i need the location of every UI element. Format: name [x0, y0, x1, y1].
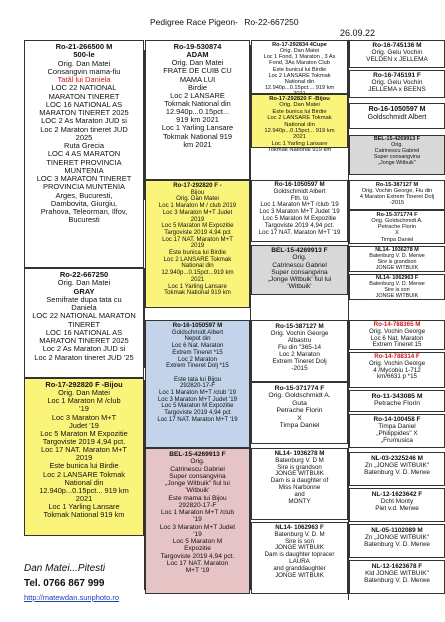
pedigree-line: Loc 2 LANSARE Tokmak [267, 115, 332, 122]
pedigree-line: Loc 6 Nat. Maraton [370, 334, 424, 342]
pedigree-line: 12.940p...0.15pct.... 919 km [264, 84, 335, 91]
pedigree-line: LOC 22 NATIONAL [51, 83, 117, 93]
pedigree-line: LOC 2 As Maraton JUD si [41, 116, 127, 126]
pedigree-line: Catrinescu Gabriel [170, 465, 225, 473]
pedigree-line: 'Witbuik' [185, 487, 210, 495]
pedigree-line: M+T '19 [185, 567, 210, 574]
pedigree-line: Ro-15-387127 M [275, 323, 324, 330]
pedigree-line: TINERET [67, 319, 101, 329]
ssd-card [251, 94, 348, 153]
dsd-card [251, 382, 348, 444]
breeder-name: Dan Matei...Pitesti [24, 563, 106, 574]
pedigree-line: Loc 1 Yarling Lansare [168, 282, 227, 290]
pedigree-line: 919 km 2021 [176, 115, 219, 125]
pedigree-line: TINERET PROVINCIA [46, 157, 122, 167]
dam-dam2-card [145, 448, 250, 594]
pedigree-date: 26.09.22 [340, 28, 376, 38]
pedigree-line: Loc 17 NAT. Maraton M+T '19 [258, 228, 341, 236]
sss-card [251, 40, 348, 94]
dss-card [251, 320, 348, 382]
pedigree-line: LOC 16 NATIONAL AS [45, 99, 123, 109]
pedigree-line: NL14- 1062963 F [375, 275, 419, 281]
pedigree-line: Ro-17-292820 F - [173, 182, 222, 189]
pedigree-line: Extrem Tineret 15 [372, 341, 422, 349]
pedigree-line: Loc 3 Maraton M+T Judet [162, 208, 233, 216]
g4-card [349, 135, 445, 175]
pedigree-line: Ro-17-292820 F -Bijou [45, 380, 123, 389]
pedigree-line: Loc 3 Maraton M+T [51, 412, 117, 422]
pedigree-line: Consangvin mama-fiu [47, 66, 121, 76]
pedigree-line: Tokmak National 919 km [267, 147, 332, 153]
pedigree-line: Ro-11-343085 M [371, 393, 423, 400]
pedigree-line: Este mama lui Bijou [168, 494, 227, 502]
pedigree-line: Loc 3 Maraton M+T Judet '19 [157, 395, 238, 403]
pedigree-line: Loc 3 Maraton M+T Judet '19 [259, 208, 340, 216]
pedigree-line: Ro-19-530874 [173, 42, 222, 51]
pedigree-line: Ro-17-292820 F -Bijou [269, 96, 330, 102]
pedigree-line: JELLEMA x BEENS [368, 86, 426, 94]
pedigree-line: Semifrate dupa tata cu [46, 294, 122, 304]
pedigree-line: Bijou [190, 188, 205, 196]
pedigree-line: NL14- 1062963 F [275, 524, 324, 531]
pedigree-line: Expozitie [184, 545, 211, 553]
pedigree-line: Extrem Tineret *15 [172, 348, 223, 356]
pedigree-line: 2021 [293, 134, 306, 141]
pedigree-line: Sire is son [384, 286, 410, 293]
pedigree-line: 12.940p...0.15pct... [165, 107, 230, 117]
pedigree-line: Orig. Gelu Vochin [371, 79, 423, 87]
pedigree-line: Loc 1 Yarling Lansare [161, 123, 234, 133]
pedigree-line: BEL-15-4269913 F [271, 247, 328, 254]
pedigree-line: Petrache Florin [276, 407, 323, 415]
g2-card [349, 70, 445, 98]
pedigree-line: 'Witbuik' [287, 283, 312, 291]
pedigree-line: -2015 [291, 365, 308, 373]
pedigree-line: LAURA [289, 558, 310, 566]
pedigree-line: Ro-16-1050597 M [274, 181, 325, 188]
pedigree-line: Orig. Goldschmidt A. [371, 218, 423, 225]
pedigree-line: Fiu din "365-14 [277, 344, 322, 352]
pedigree-line: Catrinescu Gabriel [374, 147, 420, 154]
pedigree-line: JONGE WITBUIK [375, 264, 419, 271]
pedigree-line: National din [284, 121, 315, 128]
pedigree-line: Ro-16-745191 F [373, 72, 421, 79]
pedigree-line: Este bunica lui Birdie [169, 249, 226, 257]
pedigree-line: Tokmak National 919 km [164, 289, 231, 297]
pedigree-line: Kld JONGE WITBUIK" [365, 570, 429, 578]
pedigree-line: Batenburg V. D. Merwe [364, 541, 430, 549]
pedigree-line: Este bunicul lui Birdie [272, 66, 327, 73]
pedigree-line: Batenburg V. D. Merwe [369, 252, 425, 259]
pedigree-line: 12.940p...0.15pct... 919 km [264, 127, 335, 134]
pedigree-line: GRAY [73, 286, 95, 296]
pedigree-line: Catrinescu Gabriel [272, 261, 327, 269]
pedigree-line: „Frumusica [381, 437, 413, 445]
g11-card [349, 390, 445, 412]
pedigree-line: MAMA LUI [179, 74, 216, 84]
dds-card [251, 448, 348, 520]
dam-dam-card [24, 378, 144, 536]
pedigree-line: Tokmak National 919 km [43, 510, 125, 520]
pedigree-line: Ro-15-387127 M [375, 182, 419, 188]
pedigree-line: Goldschmidt Albert [273, 187, 326, 195]
pedigree-line: NL-03-2325246 M [371, 455, 423, 462]
sire-dam-card [145, 180, 250, 308]
pedigree-line: Petrache Florin [378, 224, 416, 231]
pedigree-line: Nepot din [184, 335, 211, 343]
pedigree-line: Ro-16-1050597 M [172, 322, 223, 329]
pedigree-line: Targoviste 2019 4,94 pct. [264, 221, 335, 229]
pedigree-line: Orig. Goldschmidt A. [268, 392, 331, 400]
pedigree-line: Orig. Dan Matei [57, 278, 111, 288]
pedigree-line: Orig. Vochin George [270, 330, 329, 338]
pedigree-line: MARATON TINERET 2025 [39, 108, 129, 117]
pedigree-line: Albastru [287, 337, 312, 345]
pedigree-line: NL-05-1102089 M [371, 527, 423, 534]
pedigree-line: National din [284, 78, 315, 85]
pedigree-line: Loc 2 LANSARE [170, 90, 225, 100]
pedigree-line: Ro-21-266500 M [55, 42, 113, 51]
pedigree-line: Orig. Dan Matei [57, 58, 111, 68]
pedigree-line: Judet '19 [69, 420, 99, 430]
pedigree-line: Loc 2 LANSARE Tokmak [163, 255, 232, 263]
pedigree-line: Loc 2 Maraton tineret JUD [40, 124, 128, 134]
pedigree-line: 12.940p...0.15pct...919 km [161, 269, 234, 277]
pedigree-line: Tatăl lui Daniela [57, 75, 111, 84]
pedigree-line: 2019 [190, 215, 205, 223]
pedigree-line: Batenburg V. D. Merwe [369, 280, 425, 287]
pedigree-line: Loc 2 As Maraton JUD si [42, 344, 126, 354]
pedigree-line: 292820-17-F [178, 501, 217, 509]
pedigree-line: Timpa Daniel [378, 423, 416, 431]
pedigree-line: Loc 2 Maraton [178, 355, 217, 363]
pedigree-line: LOC 3 MARATON TINERET [36, 174, 132, 183]
ddd-card [251, 522, 348, 594]
g6-card [349, 210, 445, 244]
pedigree-line: Dcht Monty [380, 498, 414, 506]
pedigree-line: Loc 5 Maraton M Expozitie [161, 222, 234, 230]
pedigree-line: BEL-15-4269913 F [373, 136, 421, 142]
pedigree-line: Orig. [292, 254, 307, 262]
g9-card [349, 320, 445, 350]
pedigree-line: JONGE WITBUIK [275, 544, 324, 552]
pedigree-line: National din [64, 477, 104, 487]
g8-card [349, 274, 445, 300]
pedigree-line: Daniela [71, 303, 97, 312]
pedigree-line: Orig. Vochin George, Fiu din [361, 188, 433, 195]
pedigree-line: '19 [79, 404, 89, 414]
pedigree-line: MARATON TINERET 2025 [39, 336, 129, 345]
pedigree-line: Targoviste 2019 4,94 pct. [160, 552, 235, 560]
pedigree-line: Batenburg V. D. M [274, 530, 325, 538]
pedigree-line: Orig. Dan Matei [171, 58, 224, 68]
pedigree-line: '19 [193, 516, 202, 524]
sds-card [251, 180, 348, 242]
pedigree-line: NL-12-1623678 F [371, 563, 423, 570]
pedigree-line: Super consangvina [373, 153, 421, 160]
pedigree-line: ADAM [186, 50, 209, 60]
pedigree-line: „Philippides" X [376, 430, 418, 438]
pedigree-line: NL-12-1623642 F [371, 491, 423, 498]
pedigree-line: and [294, 490, 305, 498]
pedigree-line: Loc 2 LANSARE Tokmak [268, 72, 331, 79]
dam-sire-card [145, 320, 250, 448]
pedigree-line: -2015 [389, 200, 405, 207]
pedigree-line: '19 [193, 530, 202, 538]
title-ring: Ro-22-667250 [244, 17, 299, 27]
pedigree-line: Loc 17 NAT. Maraton M+T [162, 235, 233, 243]
pedigree-line: JONGE WITBUIK [375, 292, 419, 299]
pedigree-line: Orig. Dan Matei [279, 102, 320, 109]
pedigree-line: Orig. [391, 141, 403, 148]
pedigree-line: Loc 2 Maraton [279, 351, 320, 359]
pedigree-line: PROVINCIA MUNTENIA [42, 182, 126, 192]
pedigree-line: Dambovita, Giurgiu, [50, 198, 118, 208]
pedigree-line: BEL-15-4269913 F [169, 451, 226, 458]
pedigree-line: LOC 4 AS MARATON [47, 149, 121, 159]
pedigree-line: Bucuresti [68, 215, 100, 225]
pedigree-line: Tokmak National din [164, 98, 231, 108]
pedigree-line: Ro-15-371774 F [376, 212, 418, 218]
sire-card [24, 40, 144, 268]
pedigree-line: X [297, 414, 302, 422]
g10-card [349, 352, 445, 388]
pedigree-line: Ro-14-788365 M [373, 321, 421, 328]
pedigree-line: Ro-15-371774 F [274, 385, 325, 392]
g5-card [349, 180, 445, 210]
sdd-card [251, 245, 348, 295]
pedigree-line: 4 Maraton Extrem Tineret Dolj [359, 194, 435, 201]
pedigree-line: 292820-17-F [180, 382, 215, 390]
pedigree-line: JONGE WITBUIK [275, 571, 324, 579]
pedigree-line: JONGE WITBUIK [275, 470, 324, 478]
pedigree-line: Timpa Daniel [380, 236, 414, 243]
pedigree-line: Dam is daughter topracer [264, 551, 335, 559]
pedigree-line: Guta [292, 399, 307, 407]
pedigree-line: Dam is a daughter of [270, 477, 329, 485]
g13-card [349, 452, 445, 486]
pedigree-line: Zn „JONGE WITBUIK" [364, 462, 430, 470]
pedigree-line: Sire is son [285, 537, 314, 545]
g16-card [349, 560, 445, 594]
pedigree-line: Zn „JONGE WITBUIK" [364, 534, 430, 542]
pedigree-line: 2021 [190, 275, 205, 283]
g3-card [349, 103, 445, 129]
pedigree-line: Loc 5 Maraton M Expozitie [161, 402, 234, 410]
pedigree-line: Targoviste 2019 4,94 pct. [42, 436, 126, 446]
pedigree-line: 2019 [190, 242, 205, 250]
pedigree-line: Birdie [188, 82, 207, 92]
pedigree-line: Prahova, Teleorman, Ilfov, [40, 207, 128, 216]
pedigree-line: Loc 17 NAT. Maraton M+T [41, 445, 127, 455]
pedigree-line: Timpa Daniel [279, 422, 320, 430]
pedigree-line: Super consangvina [169, 472, 226, 480]
pedigree-line: km/6631 p *15 [377, 373, 417, 381]
pedigree-line: LOC 16 NATIONAL AS [45, 327, 123, 337]
pedigree-line: Extrem Tineret Dolj [272, 358, 327, 366]
pedigree-line: Orig. Vochin George [368, 327, 426, 335]
pedigree-line: 2021 [75, 493, 93, 503]
pedigree-line: Targoviste 2019 4,94 pct [164, 409, 231, 417]
pedigree-line: 500-le [73, 50, 95, 60]
title-text: Pedigree Race Pigeon- [150, 17, 238, 27]
pedigree-line: Batenburg V. D. Merwe [364, 469, 430, 477]
pedigree-line: Loc 1 Yarling Lansare [271, 140, 328, 147]
pedigree-line: Loc 6 Nat. Maraton [171, 342, 224, 350]
pedigree-line: 4 /Mycobiu 1-712 [373, 366, 421, 374]
g12-card [349, 414, 445, 448]
pedigree-line: Orig. Vochin George [368, 359, 426, 367]
pedigree-line: km 2021 [183, 139, 212, 149]
pedigree-line: Este tata lui Bijou [173, 375, 222, 383]
pedigree-line: Batenburg V. D. Merwe [364, 577, 430, 585]
pedigree-line: National din [181, 262, 214, 270]
pedigree-line: Ro-14-788314 F [374, 353, 420, 360]
pedigree-line: Goldschmidt Albert [171, 328, 224, 336]
breeder-phone: Tel. 0766 867 999 [24, 578, 105, 589]
pedigree-line: MONTY [288, 497, 311, 505]
pedigree-line: and granddaughter [273, 564, 326, 572]
pedigree-line: X [395, 230, 399, 237]
pedigree-line: Este bunica lui Birdie [49, 461, 119, 471]
breeder-website-link[interactable]: http://matewdan.sunphoto.ro [24, 593, 120, 602]
pedigree-line: 2025 [75, 132, 93, 142]
pedigree-line: 12.940p...0.15pct... 919 km [39, 485, 129, 495]
pedigree-line: Ruta Grecia [63, 141, 105, 150]
pedigree-line: „Jonge Witbuik" [378, 159, 416, 166]
pedigree-line: „Jonge Witbuik' fiul lui [267, 276, 332, 283]
g1-card [349, 40, 445, 68]
pedigree-line: Sire is grandson [377, 258, 417, 265]
g14-card [349, 488, 445, 522]
pedigree-line: Loc 1 Yarling Lansare [48, 502, 120, 512]
pedigree-line: Loc 3 Maraton M+T Judet [159, 523, 236, 531]
pedigree-line: 2019 [75, 453, 93, 463]
pedigree-line: Fth. to [290, 194, 309, 202]
pedigree-line: Ro-16-745136 M [372, 42, 422, 49]
pedigree-line: Loc 5 Maraton M Expozitie [40, 428, 128, 438]
pedigree-line: Orig. Dan Matei [58, 388, 110, 398]
pedigree-line: Loc 1 Maraton M+T /club '19 [260, 201, 339, 209]
pedigree-line: Orig. Dan Matei [279, 48, 320, 55]
pedigree-line: Ro-16-1050597 M [368, 106, 426, 113]
pedigree-line: Extrem Tineret Dolj *15 [166, 362, 229, 370]
pedigree-line: Petrache Florin [373, 400, 421, 408]
pedigree-title [150, 17, 299, 27]
pedigree-line: Goldschmidt Albert [367, 113, 427, 121]
dam-card [24, 268, 144, 378]
pedigree-line: Sire is grandson [277, 463, 322, 471]
pedigree-line: Ro-17-292834 4Cupe [272, 42, 327, 48]
pedigree-line: Orig. [190, 458, 205, 466]
pedigree-line: Loc 5 Maraton M [172, 538, 223, 545]
pedigree-line: Loc 1 Fond, 1 Maraton , 3 As [263, 54, 336, 61]
pedigree-line: Batenburg V. D M [275, 456, 324, 464]
pedigree-line: MUNTENIA [64, 165, 104, 175]
pedigree-line: Loc 1 Maraton M / club 2019 [158, 202, 237, 210]
pedigree-line: FRATE DE CUIB CU [163, 66, 232, 76]
pedigree-line: VELDEN x JELLEMA [366, 56, 428, 64]
pedigree-line: Piet v.d. Merwe [375, 505, 419, 513]
pedigree-line: „Jonge Witbuik" fiul lui [165, 480, 230, 487]
pedigree-line: Loc 2 Maraton tineret JUD '25 [34, 352, 134, 362]
pedigree-line: Loc 1 Maraton M+T /club [161, 509, 234, 516]
pedigree-line: Tokmak National 919 [162, 131, 232, 141]
pedigree-line: Ro-14-100458 F [373, 416, 421, 423]
pedigree-line: Loc 1 Maraton M /club [47, 396, 121, 406]
pedigree-line: Loc 5 Maraton M Expozitie [262, 215, 337, 223]
pedigree-line: Fond, 3As Maraton Club [269, 60, 330, 67]
pedigree-line: Ro-22-667250 [59, 270, 109, 279]
pedigree-line: Targoviste 2019 4,94 pct [164, 228, 231, 236]
pedigree-line: Loc 17 NAT. Maraton M+T '19 [157, 415, 238, 423]
pedigree-line: Este bunica lui Birdie [272, 108, 327, 115]
pedigree-line: NL14- 1936278 M [375, 247, 419, 253]
pedigree-line: Super consangvina [271, 268, 328, 276]
pedigree-line: MARATON TINERET [48, 91, 120, 101]
pedigree-line: Miss Narbonne [278, 484, 321, 492]
sire-sire-card [145, 40, 250, 180]
pedigree-line: Loc 2 LANSARE Tokmak [42, 469, 126, 479]
pedigree-line: Arges, Bucuresti, [55, 190, 113, 200]
pedigree-line: Orig. Dan Matei [176, 195, 219, 203]
g15-card [349, 524, 445, 558]
pedigree-line: Loc 17 NAT. Maraton [166, 559, 229, 567]
g7-card [349, 246, 445, 272]
pedigree-line: Loc 1 Maraton M+T /club '19 [158, 389, 237, 397]
pedigree-line: LOC 22 NATIONAL MARATON [32, 311, 136, 321]
pedigree-line: Orig. Gelu Vochin [371, 49, 423, 57]
pedigree-line: NL14- 1936278 M [274, 450, 325, 457]
